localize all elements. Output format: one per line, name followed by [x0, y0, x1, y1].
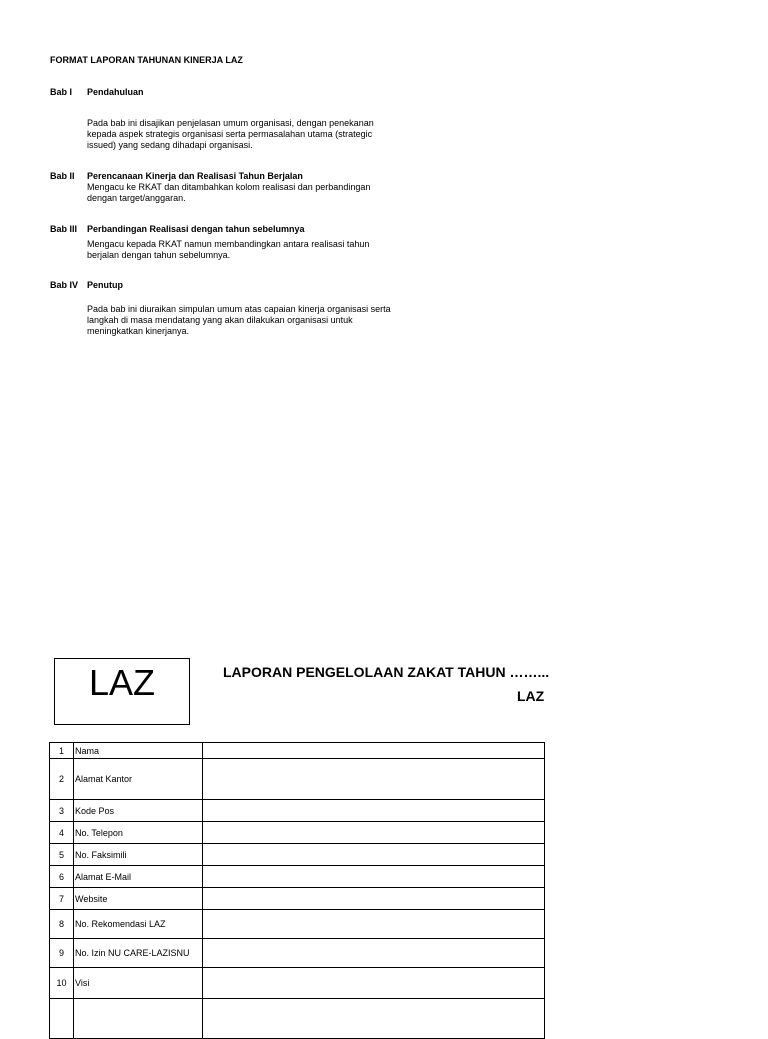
section-label-bab-2: Bab II	[50, 171, 75, 181]
section-body-line: dengan target/anggaran.	[87, 193, 186, 203]
logo-box	[54, 658, 190, 725]
row-label: No. Rekomendasi LAZ	[74, 910, 203, 939]
row-label: No. Faksimili	[74, 844, 203, 866]
section-body-line: Mengacu ke RKAT dan ditambahkan kolom realisasi dan perbandingan	[87, 182, 371, 192]
row-value-field[interactable]	[203, 888, 545, 910]
row-label	[74, 999, 203, 1039]
table-row	[50, 968, 545, 999]
row-value-field[interactable]	[203, 910, 545, 939]
row-number: 8	[50, 910, 74, 939]
table-row	[50, 743, 545, 759]
section-body-line: Mengacu kepada RKAT namun membandingkan antara realisasi tahun	[87, 239, 370, 249]
report-subtitle: LAZ	[517, 688, 545, 704]
section-title-bab-1: Pendahuluan	[87, 87, 144, 97]
table-row	[50, 844, 545, 866]
table-row	[50, 939, 545, 968]
organization-info-table	[49, 742, 545, 1039]
section-body-line: kepada aspek strategis organisasi serta permasalahan utama (strategic	[87, 129, 373, 139]
section-label-bab-3: Bab III	[50, 224, 78, 234]
section-body-line: Pada bab ini diuraikan simpulan umum atas capaian kinerja organisasi serta	[87, 304, 391, 314]
row-value-field[interactable]	[203, 743, 545, 759]
row-label: No. Telepon	[74, 822, 203, 844]
section-body-bab-3	[87, 239, 427, 261]
logo-text: LAZ	[88, 662, 156, 703]
table-row	[50, 759, 545, 800]
section-body-line: berjalan dengan tahun sebelumnya.	[87, 250, 231, 260]
section-body-bab-2	[87, 182, 427, 204]
row-number: 5	[50, 844, 74, 866]
row-label: Nama	[74, 743, 203, 759]
section-body-bab-1	[87, 118, 427, 151]
row-number: 4	[50, 822, 74, 844]
row-value-field[interactable]	[203, 968, 545, 999]
row-value-field[interactable]	[203, 800, 545, 822]
section-body-line: langkah di masa mendatang yang akan dilakukan organisasi untuk	[87, 315, 353, 325]
row-number: 9	[50, 939, 74, 968]
table-row	[50, 999, 545, 1039]
section-label-bab-4: Bab IV	[50, 280, 79, 290]
row-label: Alamat Kantor	[74, 759, 203, 800]
section-title-bab-4: Penutup	[87, 280, 123, 290]
row-number: 7	[50, 888, 74, 910]
row-value-field[interactable]	[203, 759, 545, 800]
row-value-field[interactable]	[203, 939, 545, 968]
row-value-field[interactable]	[203, 844, 545, 866]
row-value-field[interactable]	[203, 866, 545, 888]
section-body-line: Pada bab ini disajikan penjelasan umum organisasi, dengan penekanan	[87, 118, 374, 128]
row-label: Website	[74, 888, 203, 910]
row-number: 1	[50, 743, 74, 759]
row-label: Visi	[74, 968, 203, 999]
section-body-bab-4	[87, 304, 427, 337]
section-body-line: meningkatkan kinerjanya.	[87, 326, 190, 336]
section-body-line: issued) yang sedang dihadapi organisasi.	[87, 140, 253, 150]
row-label: No. Izin NU CARE-LAZISNU	[74, 939, 203, 968]
row-value-field[interactable]	[203, 999, 545, 1039]
report-title: LAPORAN PENGELOLAAN ZAKAT TAHUN ……...	[223, 664, 550, 680]
section-label-bab-1: Bab I	[50, 87, 73, 97]
section-title-bab-2: Perencanaan Kinerja dan Realisasi Tahun Berjalan	[87, 171, 303, 181]
table-row	[50, 910, 545, 939]
row-number: 10	[50, 968, 74, 999]
table-row	[50, 822, 545, 844]
table-row	[50, 866, 545, 888]
row-label: Kode Pos	[74, 800, 203, 822]
row-number	[50, 999, 74, 1039]
row-number: 6	[50, 866, 74, 888]
row-number: 2	[50, 759, 74, 800]
table-row	[50, 800, 545, 822]
table-row	[50, 888, 545, 910]
row-number: 3	[50, 800, 74, 822]
section-title-bab-3: Perbandingan Realisasi dengan tahun sebelumnya	[87, 224, 305, 234]
row-value-field[interactable]	[203, 822, 545, 844]
document-title: FORMAT LAPORAN TAHUNAN KINERJA LAZ	[50, 55, 243, 65]
row-label: Alamat E-Mail	[74, 866, 203, 888]
